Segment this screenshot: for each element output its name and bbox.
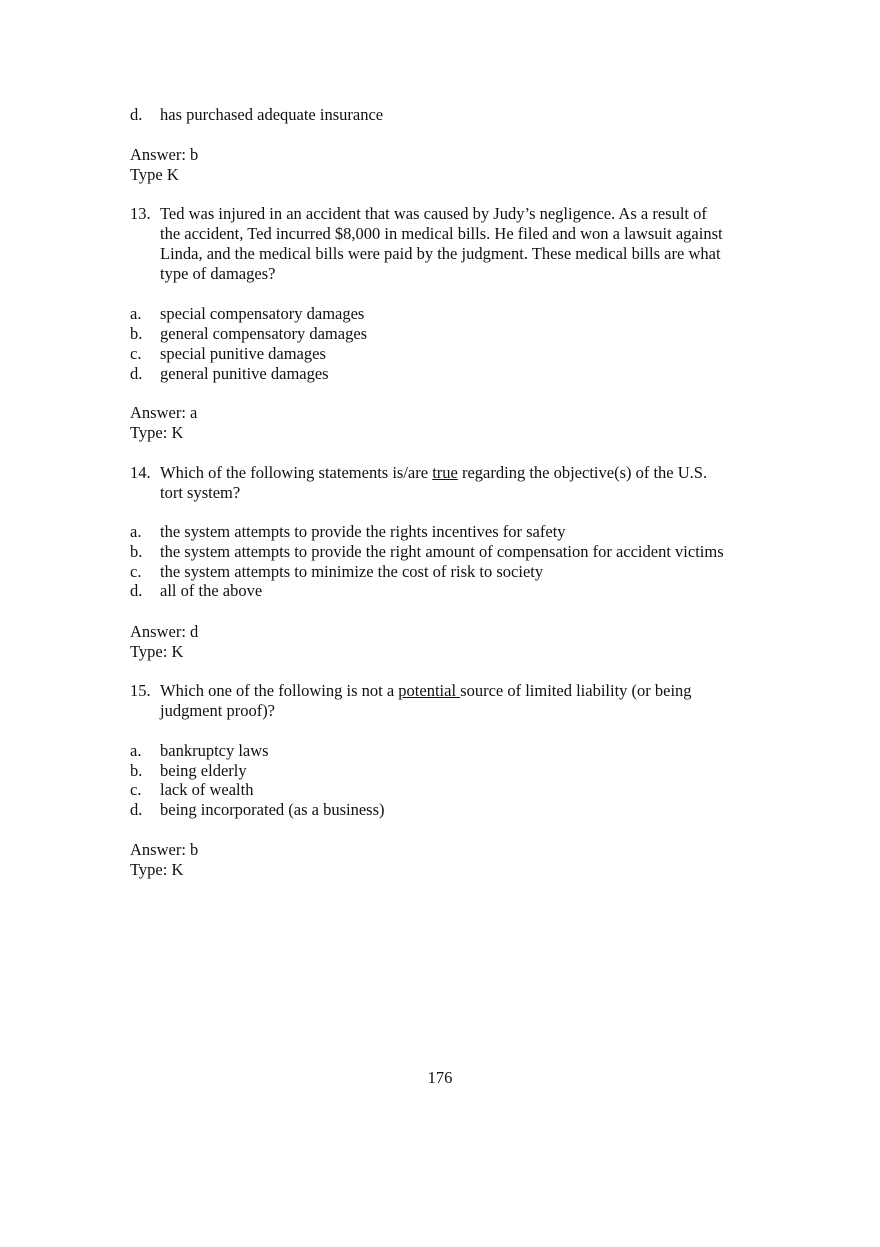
question-14-line-2: tort system? bbox=[160, 483, 241, 502]
q13-option-a: a. special compensatory damages bbox=[130, 304, 365, 323]
q13-option-b: b. general compensatory damages bbox=[130, 324, 368, 343]
q14-type: Type: K bbox=[130, 642, 184, 661]
q14-option-b: b. the system attempts to provide the right amount of compensation for accident victims bbox=[130, 542, 724, 561]
answer-line: Answer: b bbox=[130, 145, 199, 164]
q15-option-c: c. lack of wealth bbox=[130, 780, 254, 799]
page-number: 176 bbox=[427, 1068, 453, 1087]
q14-answer: Answer: d bbox=[130, 622, 199, 641]
q13-type: Type: K bbox=[130, 423, 184, 442]
q14-option-d: d. all of the above bbox=[130, 581, 263, 600]
question-13-line-3: Linda, and the medical bills were paid by the judgment. These medical bills are what bbox=[160, 244, 721, 263]
q13-option-d: d. general punitive damages bbox=[130, 364, 329, 383]
question-15-line-2: judgment proof)? bbox=[160, 701, 276, 720]
q13-option-c: c. special punitive damages bbox=[130, 344, 326, 363]
question-13-line-4: type of damages? bbox=[160, 264, 276, 283]
q15-option-d: d. being incorporated (as a business) bbox=[130, 800, 385, 819]
question-13-line-2: the accident, Ted incurred $8,000 in medical bills. He filed and won a lawsuit against bbox=[160, 224, 723, 243]
q15-type: Type: K bbox=[130, 860, 184, 879]
question-14: 14. Which of the following statements is/are true regarding the objective(s) of the U.S. bbox=[130, 463, 708, 482]
q15-answer: Answer: b bbox=[130, 840, 199, 859]
type-line: Type K bbox=[130, 165, 179, 184]
q15-option-a: a. bankruptcy laws bbox=[130, 741, 269, 760]
option-d: d. has purchased adequate insurance bbox=[130, 105, 384, 124]
q13-answer: Answer: a bbox=[130, 403, 198, 422]
q14-option-c: c. the system attempts to minimize the cost of risk to society bbox=[130, 562, 544, 581]
q15-option-b: b. being elderly bbox=[130, 761, 247, 780]
question-15: 15. Which one of the following is not a potential source of limited liability (or being bbox=[130, 681, 692, 700]
q14-option-a: a. the system attempts to provide the rights incentives for safety bbox=[130, 522, 566, 541]
question-13: 13. Ted was injured in an accident that was caused by Judy’s negligence. As a result of bbox=[130, 204, 707, 223]
